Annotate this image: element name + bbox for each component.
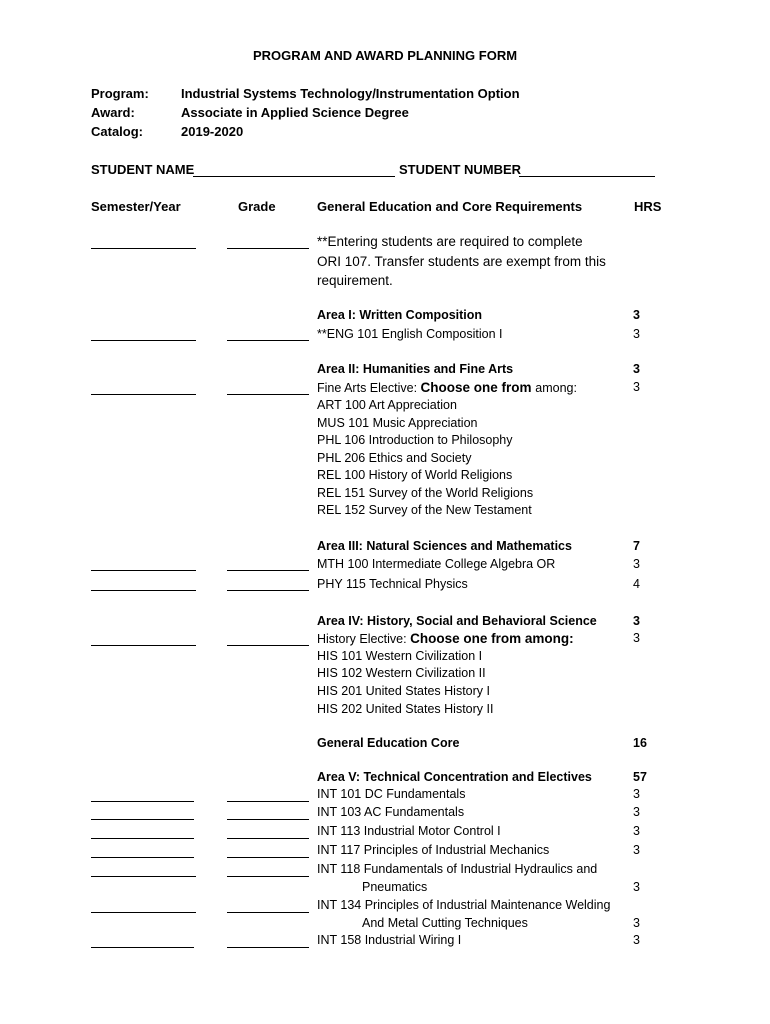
area2-option: ART 100 Art Appreciation [317, 398, 457, 412]
area1-hrs: 3 [633, 308, 640, 322]
grade-field-phy115[interactable] [227, 590, 309, 591]
grade-header: Grade [238, 199, 276, 214]
area4-title: Area IV: History, Social and Behavioral Science [317, 614, 597, 628]
semester-field-eng101[interactable] [91, 340, 196, 341]
area4-hrs: 3 [633, 614, 640, 628]
ori-note-line2: ORI 107. Transfer students are exempt from this [317, 254, 606, 269]
semester-field-int118[interactable] [91, 876, 196, 877]
semester-field-ori[interactable] [91, 248, 196, 249]
grade-field-mth100[interactable] [227, 570, 309, 571]
history-elective-label: History Elective: [317, 632, 411, 646]
area2-option: PHL 206 Ethics and Society [317, 451, 472, 465]
semester-field-history[interactable] [91, 645, 196, 646]
program-label: Program: [91, 86, 149, 101]
grade-field-finearts[interactable] [227, 394, 309, 395]
semester-field-phy115[interactable] [91, 590, 196, 591]
ori-note-line3: requirement. [317, 273, 393, 288]
grade-field-ori[interactable] [227, 248, 309, 249]
requirements-header: General Education and Core Requirements [317, 199, 583, 214]
grade-field-int158[interactable] [227, 947, 309, 948]
int118-course: INT 118 Fundamentals of Industrial Hydraulics and [317, 862, 598, 876]
grade-field-int103[interactable] [227, 819, 309, 820]
gen-ed-core-label: General Education Core [317, 736, 460, 750]
finearts-hrs: 3 [633, 380, 640, 394]
student-number-field[interactable] [519, 176, 655, 177]
int134-course-cont: And Metal Cutting Techniques [362, 916, 528, 930]
student-number-label: STUDENT NUMBER [399, 162, 522, 177]
catalog-value: 2019-2020 [181, 124, 244, 139]
finearts-elective [317, 380, 577, 395]
finearts-among-text: among: [535, 381, 577, 395]
history-elective [317, 631, 574, 646]
eng101-hrs: 3 [633, 327, 640, 341]
mth100-hrs: 3 [633, 557, 640, 571]
semester-field-int101[interactable] [91, 801, 194, 802]
int103-course: INT 103 AC Fundamentals [317, 805, 465, 819]
int134-hrs: 3 [633, 916, 640, 930]
ori-note-line1: **Entering students are required to complete [317, 234, 583, 249]
int117-hrs: 3 [633, 843, 640, 857]
gen-ed-core-hrs: 16 [633, 736, 647, 750]
int134-course: INT 134 Principles of Industrial Maintenance Welding [317, 898, 611, 912]
area4-option: HIS 102 Western Civilization II [317, 666, 486, 680]
area2-option: MUS 101 Music Appreciation [317, 416, 478, 430]
int103-hrs: 3 [633, 805, 640, 819]
semester-field-int158[interactable] [91, 947, 194, 948]
int118-course-cont: Pneumatics [362, 880, 428, 894]
semester-header: Semester/Year [91, 199, 181, 214]
grade-field-int113[interactable] [227, 838, 309, 839]
phy115-hrs: 4 [633, 577, 640, 591]
area2-option: REL 152 Survey of the New Testament [317, 503, 532, 517]
int158-hrs: 3 [633, 933, 640, 947]
mth100-course: MTH 100 Intermediate College Algebra OR [317, 557, 556, 571]
area3-title: Area III: Natural Sciences and Mathematics [317, 539, 572, 553]
semester-field-int103[interactable] [91, 819, 194, 820]
history-choose-text: Choose one from among: [410, 631, 574, 646]
semester-field-int117[interactable] [91, 857, 194, 858]
area4-option: HIS 101 Western Civilization I [317, 649, 483, 663]
int117-course: INT 117 Principles of Industrial Mechanics [317, 843, 550, 857]
eng101-course: **ENG 101 English Composition I [317, 327, 503, 341]
semester-field-mth100[interactable] [91, 570, 196, 571]
area3-hrs: 7 [633, 539, 640, 553]
int113-course: INT 113 Industrial Motor Control I [317, 824, 501, 838]
int101-hrs: 3 [633, 787, 640, 801]
int118-hrs: 3 [633, 880, 640, 894]
hrs-header: HRS [634, 199, 662, 214]
history-hrs: 3 [633, 631, 640, 645]
grade-field-history[interactable] [227, 645, 309, 646]
area1-title: Area I: Written Composition [317, 308, 483, 322]
award-label: Award: [91, 105, 135, 120]
grade-field-int101[interactable] [227, 801, 309, 802]
student-name-label: STUDENT NAME [91, 162, 195, 177]
semester-field-finearts[interactable] [91, 394, 196, 395]
area4-option: HIS 202 United States History II [317, 702, 494, 716]
grade-field-int118[interactable] [227, 876, 309, 877]
catalog-label: Catalog: [91, 124, 143, 139]
area5-hrs: 57 [633, 770, 647, 784]
grade-field-eng101[interactable] [227, 340, 309, 341]
semester-field-int134[interactable] [91, 912, 196, 913]
finearts-elective-label: Fine Arts Elective: [317, 381, 421, 395]
grade-field-int117[interactable] [227, 857, 309, 858]
grade-field-int134[interactable] [227, 912, 309, 913]
area5-title: Area V: Technical Concentration and Electives [317, 770, 592, 784]
area2-option: PHL 106 Introduction to Philosophy [317, 433, 513, 447]
area2-title: Area II: Humanities and Fine Arts [317, 362, 514, 376]
int113-hrs: 3 [633, 824, 640, 838]
area2-option: REL 151 Survey of the World Religions [317, 486, 534, 500]
phy115-course: PHY 115 Technical Physics [317, 577, 468, 591]
student-name-field[interactable] [193, 176, 395, 177]
area4-option: HIS 201 United States History I [317, 684, 490, 698]
program-value: Industrial Systems Technology/Instrumentation Option [181, 86, 520, 101]
area2-option: REL 100 History of World Religions [317, 468, 513, 482]
int101-course: INT 101 DC Fundamentals [317, 787, 466, 801]
finearts-choose-text: Choose one from [420, 380, 536, 395]
form-title: PROGRAM AND AWARD PLANNING FORM [252, 48, 518, 63]
semester-field-int113[interactable] [91, 838, 194, 839]
award-value: Associate in Applied Science Degree [181, 105, 409, 120]
int158-course: INT 158 Industrial Wiring I [317, 933, 462, 947]
area2-hrs: 3 [633, 362, 640, 376]
